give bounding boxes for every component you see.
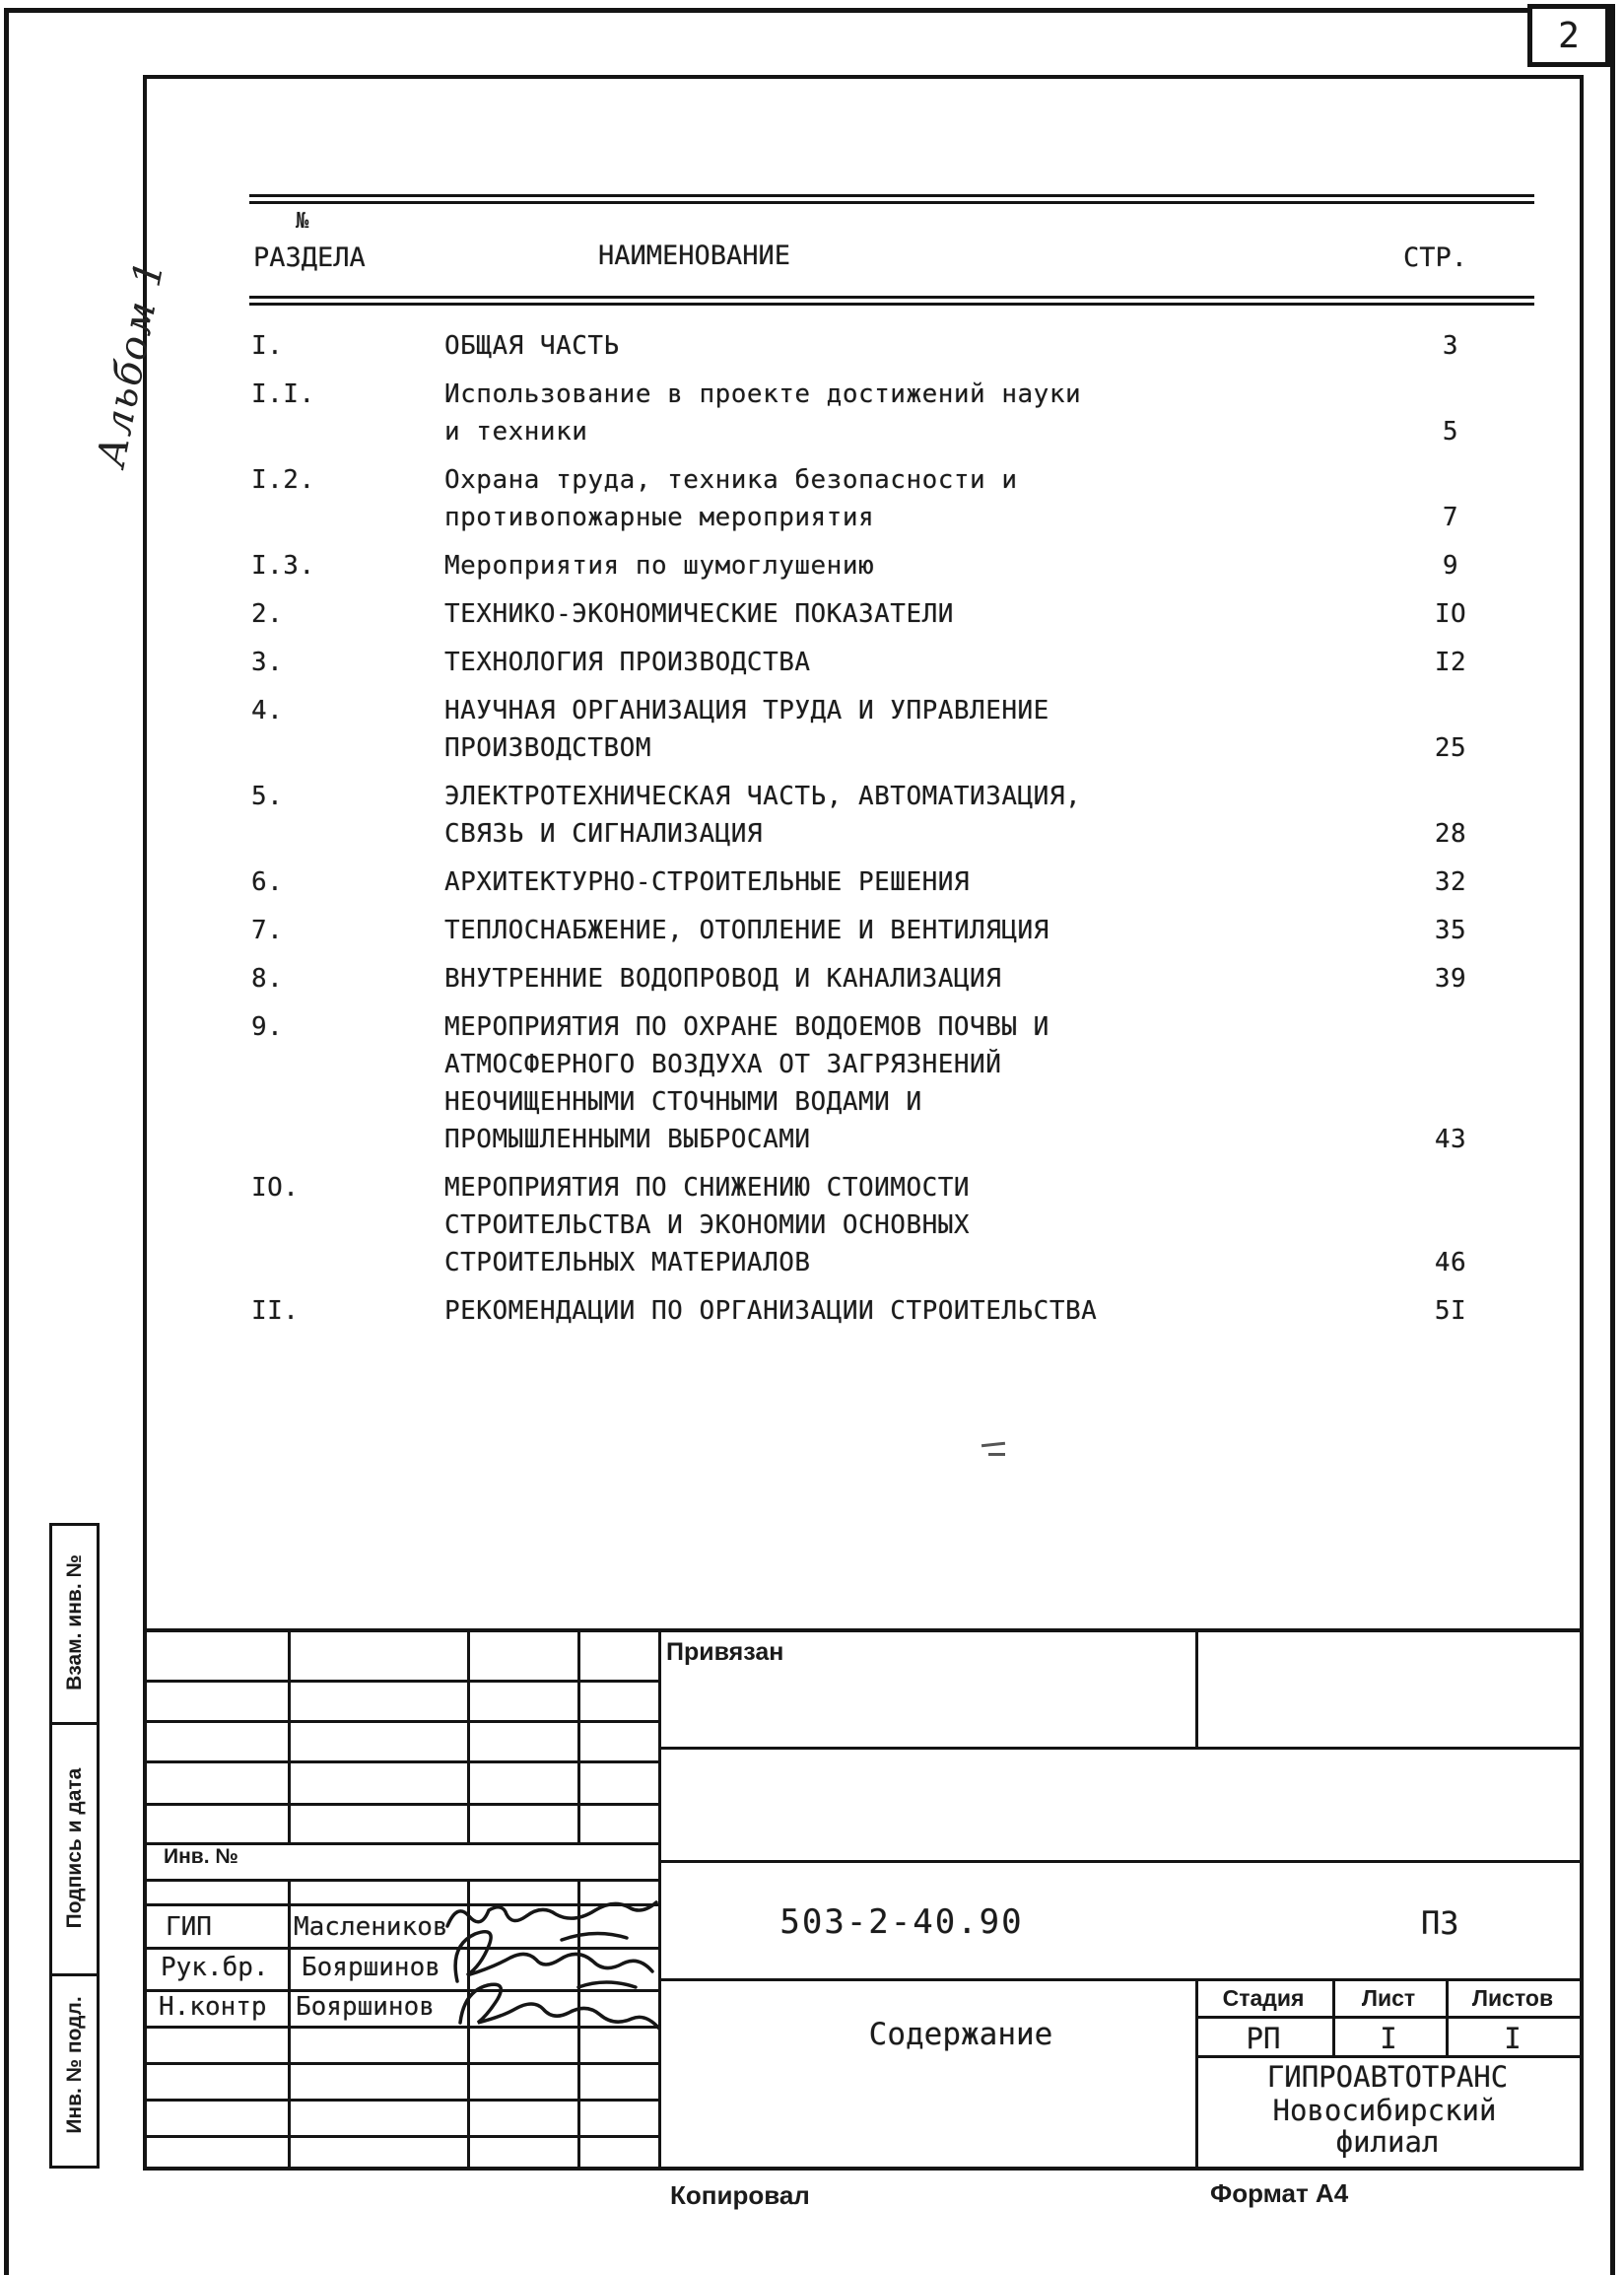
toc-item-name — [444, 461, 1377, 536]
format-label: Формат А4 — [1210, 2178, 1349, 2208]
stamp-h-line — [147, 2099, 659, 2102]
toc-row — [251, 461, 1524, 536]
frame-right — [1580, 75, 1584, 2171]
toc-rule — [249, 296, 1534, 299]
scan-artifact — [988, 1453, 1005, 1456]
toc-row — [251, 1169, 1524, 1281]
toc-row — [251, 595, 1524, 633]
toc-row — [251, 547, 1524, 585]
toc-item-name-line: АТМОСФЕРНОГО ВОЗДУХА ОТ ЗАГРЯЗНЕНИЙ — [444, 1050, 1002, 1079]
toc-item-page: 28 — [1434, 819, 1467, 849]
toc-rows — [251, 327, 1524, 1341]
toc-item-page: 39 — [1434, 964, 1467, 994]
toc-item-name-line: ТЕХНИКО-ЭКОНОМИЧЕСКИЕ ПОКАЗАТЕЛИ — [444, 599, 954, 629]
toc-item-number: I.3. — [251, 551, 315, 581]
toc-item-page: 35 — [1434, 916, 1467, 945]
signature-name: Маслеников — [294, 1912, 448, 1942]
toc-item-name — [444, 778, 1377, 853]
toc-row — [251, 960, 1524, 998]
toc-item-name-line: ОБЩАЯ ЧАСТЬ — [444, 331, 620, 361]
outer-border-top — [4, 8, 1531, 13]
document-title: Содержание — [868, 2017, 1053, 2052]
document-code: ПЗ — [1421, 1904, 1459, 1942]
toc-item-page: 25 — [1434, 733, 1467, 763]
album-handwritten-note: Альбом 1 — [89, 254, 173, 471]
toc-item-name-line: АРХИТЕКТУРНО-СТРОИТЕЛЬНЫЕ РЕШЕНИЯ — [444, 867, 971, 897]
toc-item-name-line: ПРОИЗВОДСТВОМ — [444, 733, 651, 763]
stage-value: РП — [1246, 2022, 1281, 2055]
stamp-h-line — [147, 1680, 659, 1683]
sheets-label: Листов — [1471, 1985, 1554, 2011]
toc-item-page: I2 — [1434, 648, 1467, 677]
toc-header-name: НАИМЕНОВАНИЕ — [598, 241, 791, 271]
stamp-h-line — [147, 1760, 659, 1763]
toc-item-name — [444, 1292, 1377, 1330]
strip-label-inv: Инв. № подл. — [63, 1996, 86, 2134]
strip-line — [49, 1973, 100, 1976]
toc-rule — [249, 303, 1534, 306]
toc-item-name — [444, 547, 1377, 585]
signature-name: Бояршинов — [302, 1953, 440, 1982]
outer-border-right — [1610, 4, 1615, 2275]
toc-item-name — [444, 595, 1377, 633]
toc-header-section: РАЗДЕЛА — [253, 242, 366, 273]
stamp-h-line — [147, 2062, 659, 2065]
toc-item-name-line: ВНУТРЕННИЕ ВОДОПРОВОД И КАНАЛИЗАЦИЯ — [444, 964, 1002, 994]
toc-row — [251, 1008, 1524, 1158]
strip-line — [49, 2166, 100, 2169]
toc-item-name-line: СТРОИТЕЛЬСТВА И ЭКОНОМИИ ОСНОВНЫХ — [444, 1210, 971, 1240]
attached-label: Привязан — [666, 1638, 784, 1666]
toc-item-number: I.I. — [251, 379, 315, 409]
frame-top — [143, 75, 1584, 79]
stamp-v-line — [658, 1628, 661, 2169]
toc-row — [251, 644, 1524, 681]
toc-item-name — [444, 1169, 1377, 1281]
toc-item-page: 3 — [1442, 331, 1459, 361]
toc-item-page: 5 — [1442, 417, 1459, 447]
signature-role: Рук.бр. — [161, 1953, 269, 1982]
toc-rule — [249, 201, 1534, 204]
sheet-value: I — [1380, 2022, 1397, 2055]
toc-item-page: 43 — [1434, 1125, 1467, 1154]
toc-item-name-line: НАУЧНАЯ ОРГАНИЗАЦИЯ ТРУДА И УПРАВЛЕНИЕ — [444, 696, 1049, 725]
organization-branch: Новосибирский — [1272, 2094, 1497, 2127]
toc-item-name-line: Мероприятия по шумоглушению — [444, 551, 875, 581]
toc-row — [251, 863, 1524, 901]
toc-rule — [249, 194, 1534, 197]
toc-item-number: I. — [251, 331, 284, 361]
toc-row — [251, 912, 1524, 949]
toc-item-number: 3. — [251, 648, 284, 677]
stamp-h-line — [1195, 2055, 1584, 2058]
toc-item-name-line: противопожарные мероприятия — [444, 503, 875, 532]
toc-item-name-line: СВЯЗЬ И СИГНАЛИЗАЦИЯ — [444, 819, 764, 849]
strip-label-podpis: Подпись и дата — [63, 1767, 86, 1929]
stamp-h-line — [147, 1879, 659, 1882]
toc-item-page: 7 — [1442, 503, 1459, 532]
sheets-value: I — [1504, 2022, 1522, 2055]
stamp-v-line — [288, 1879, 291, 2169]
toc-row — [251, 692, 1524, 767]
toc-item-name — [444, 644, 1377, 681]
stamp-v-line — [1195, 1978, 1198, 2169]
signature-name: Бояршинов — [296, 1992, 435, 2022]
strip-label-vzam: Взам. инв. № — [63, 1554, 86, 1690]
toc-item-number: I.2. — [251, 465, 315, 495]
stamp-top — [143, 1628, 1584, 1632]
toc-item-name-line: ЭЛЕКТРОТЕХНИЧЕСКАЯ ЧАСТЬ, АВТОМАТИЗАЦИЯ, — [444, 782, 1082, 811]
inventory-number-label: Инв. № — [164, 1845, 238, 1868]
toc-item-name — [444, 863, 1377, 901]
toc-item-page: 5I — [1434, 1296, 1467, 1326]
toc-item-number: 9. — [251, 1012, 284, 1042]
copied-by-label: Копировал — [670, 2180, 810, 2210]
toc-row — [251, 376, 1524, 450]
toc-item-name — [444, 960, 1377, 998]
frame-bottom — [143, 2167, 1584, 2171]
stamp-h-line — [147, 1720, 659, 1723]
toc-item-number: IO. — [251, 1173, 300, 1203]
signature-role: Н.контр — [159, 1992, 267, 2022]
strip-left — [49, 1523, 52, 2169]
stamp-h-line — [147, 2135, 659, 2138]
toc-item-name-line: МЕРОПРИЯТИЯ ПО СНИЖЕНИЮ СТОИМОСТИ — [444, 1173, 971, 1203]
stage-label: Стадия — [1222, 1985, 1305, 2011]
signature-autograph — [448, 1971, 695, 2050]
document-number: 503-2-40.90 — [779, 1902, 1024, 1942]
toc-item-page: 46 — [1434, 1248, 1467, 1277]
strip-line — [49, 1523, 100, 1526]
toc-item-name-line: ТЕХНОЛОГИЯ ПРОИЗВОДСТВА — [444, 648, 811, 677]
toc-item-name-line: РЕКОМЕНДАЦИИ ПО ОРГАНИЗАЦИИ СТРОИТЕЛЬСТВА — [444, 1296, 1098, 1326]
toc-item-name — [444, 912, 1377, 949]
toc-item-name-line: СТРОИТЕЛЬНЫХ МАТЕРИАЛОВ — [444, 1248, 811, 1277]
strip-right — [97, 1523, 100, 2169]
toc-item-name — [444, 376, 1377, 450]
sheet-label: Лист — [1361, 1985, 1416, 2011]
toc-item-number: 4. — [251, 696, 284, 725]
toc-item-name-line: ПРОМЫШЛЕННЫМИ ВЫБРОСАМИ — [444, 1125, 811, 1154]
sheet-number: 2 — [1558, 15, 1580, 56]
stamp-h-line — [1195, 2016, 1584, 2019]
toc-item-name-line: МЕРОПРИЯТИЯ ПО ОХРАНЕ ВОДОЕМОВ ПОЧВЫ И — [444, 1012, 1049, 1042]
toc-item-name — [444, 1008, 1377, 1158]
toc-header-no-sign: № — [296, 209, 309, 234]
stamp-h-line — [147, 1803, 659, 1806]
toc-item-number: II. — [251, 1296, 300, 1326]
toc-item-name — [444, 692, 1377, 767]
toc-item-number: 5. — [251, 782, 284, 811]
toc-item-number: 2. — [251, 599, 284, 629]
stamp-v-line — [288, 1628, 291, 1842]
toc-item-number: 8. — [251, 964, 284, 994]
toc-item-page: 32 — [1434, 867, 1467, 897]
stamp-h-line — [658, 1747, 1584, 1750]
strip-line — [49, 1722, 100, 1725]
stamp-v-line — [467, 1628, 470, 1842]
signature-role: ГИП — [166, 1912, 212, 1942]
toc-item-name-line: НЕОЧИЩЕННЫМИ СТОЧНЫМИ ВОДАМИ И — [444, 1087, 922, 1117]
organization-branch: филиал — [1335, 2125, 1440, 2159]
outer-border-left — [4, 8, 9, 2275]
toc-row — [251, 1292, 1524, 1330]
stamp-v-line — [577, 1628, 580, 1842]
toc-item-number: 6. — [251, 867, 284, 897]
toc-item-name — [444, 327, 1377, 365]
toc-item-number: 7. — [251, 916, 284, 945]
toc-item-name-line: и техники — [444, 417, 588, 447]
sheet-number-box — [1527, 4, 1610, 67]
organization-name: ГИПРОАВТОТРАНС — [1266, 2060, 1509, 2094]
toc-item-page: IO — [1434, 599, 1467, 629]
toc-item-name-line: Использование в проекте достижений науки — [444, 379, 1082, 409]
scan-artifact — [981, 1442, 1005, 1447]
toc-item-page: 9 — [1442, 551, 1459, 581]
toc-header-page: СТР. — [1403, 242, 1468, 273]
toc-item-name-line: Охрана труда, техника безопасности и — [444, 465, 1018, 495]
toc-row — [251, 778, 1524, 853]
stamp-h-line — [658, 1860, 1584, 1863]
toc-row — [251, 327, 1524, 365]
stamp-v-line — [1195, 1628, 1198, 1747]
toc-item-name-line: ТЕПЛОСНАБЖЕНИЕ, ОТОПЛЕНИЕ И ВЕНТИЛЯЦИЯ — [444, 916, 1049, 945]
